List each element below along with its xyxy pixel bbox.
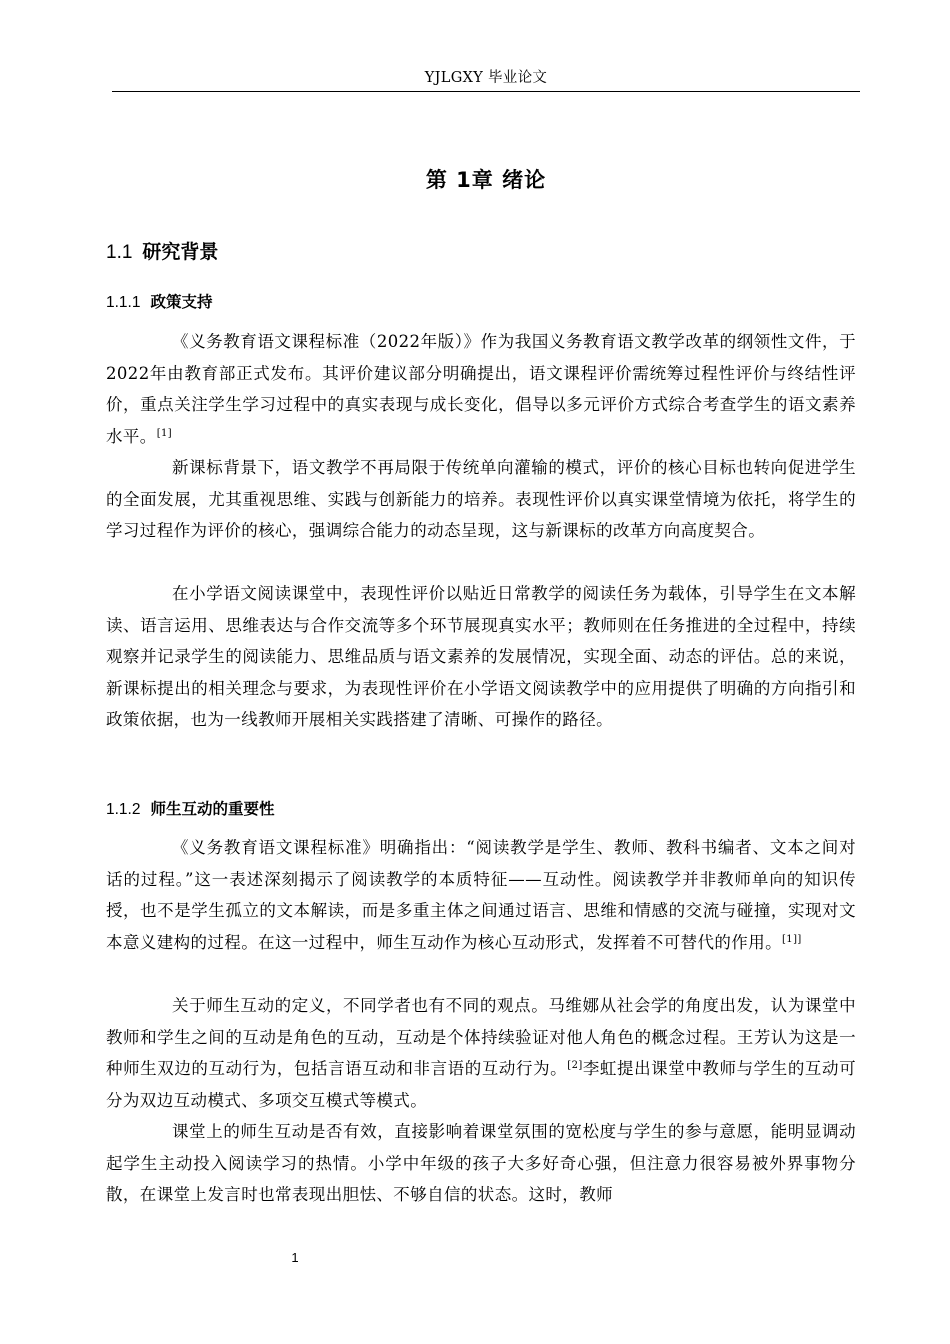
citation: [2] — [567, 1060, 583, 1071]
running-header: YJLGXY 毕业论文 — [424, 70, 548, 86]
citation: [1]] — [782, 933, 802, 945]
paragraph — [106, 578, 856, 736]
header-rule — [112, 91, 860, 92]
page-number: 1 — [291, 1250, 299, 1265]
paragraph — [106, 832, 856, 958]
paragraph-text: 关于师生互动的定义，不同学者也有不同的观点。马维娜从社会学的角度出发，认为课堂中教师和学生之间的互动是角色的互动，互动是个体持续验证对他人角色的概念过程。王芳认为这是一种师生双边的互动行为，包括言语互动和非言语的互动行为。 — [106, 996, 856, 1078]
paragraph-text: 《义务教育语文课程标准（2022年版）》作为我国义务教育语文教学改革的纲领性文件，于2022年由教育部正式发布。其评价建议部分明确提出，语文课程评价需统筹过程性评价与终结性评价，重点关注学生学习过程中的真实表现与成长变化，倡导以多元评价方式综合考查学生的语文素养水平。 — [106, 332, 856, 446]
subsection-title: 政策支持 — [150, 293, 213, 311]
paragraph — [106, 990, 856, 1116]
section-title: 研究背景 — [142, 241, 219, 263]
section-heading — [106, 237, 218, 264]
subsection-heading-1 — [106, 290, 213, 312]
subsection-number: 1.1.1 — [106, 294, 141, 311]
paragraph-text: 《义务教育语文课程标准》明确指出：“阅读教学是学生、教师、教科书编者、文本之间对话的过程。”这一表述深刻揭示了阅读教学的本质特征——互动性。阅读教学并非教师单向的知识传授，也不是学生孤立的文本解读，而是多重主体之间通过语言、思维和情感的交流与碰撞，实现对文本意义建构的过程。在这一过程中，师生互动作为核心互动形式，发挥着不可替代的作用。 — [106, 838, 856, 952]
subsection-number: 1.1.2 — [106, 801, 141, 818]
paragraph — [106, 1116, 856, 1211]
paragraph — [106, 326, 856, 452]
citation: [1] — [156, 427, 173, 439]
chapter-title: 第 1章 绪论 — [425, 168, 547, 192]
subsection-heading-2 — [106, 797, 275, 819]
subsection-title: 师生互动的重要性 — [150, 800, 275, 818]
paragraph — [106, 452, 856, 547]
paragraph-text: 在小学语文阅读课堂中，表现性评价以贴近日常教学的阅读任务为载体，引导学生在文本解读、语言运用、思维表达与合作交流等多个环节展现真实水平；教师则在任务推进的全过程中，持续观察并记录学生的阅读能力、思维品质与语文素养的发展情况，实现全面、动态的评估。总的来说，新课标提出的相关理念与要求，为表现性评价在小学语文阅读教学中的应用提供了明确的方向指引和政策依据，也为一线教师开展相关实践搭建了清晰、可操作的路径。 — [106, 584, 856, 729]
paragraph-text: 李虹提出课堂中教师与学生的互动可分为双边互动模式、多项交互模式等模式。 — [106, 1059, 856, 1110]
paragraph-text: 新课标背景下，语文教学不再局限于传统单向灌输的模式，评价的核心目标也转向促进学生的全面发展，尤其重视思维、实践与创新能力的培养。表现性评价以真实课堂情境为依托，将学生的学习过程作为评价的核心，强调综合能力的动态呈现，这与新课标的改革方向高度契合。 — [106, 458, 856, 540]
section-number: 1.1 — [106, 242, 133, 263]
paragraph-text: 课堂上的师生互动是否有效，直接影响着课堂氛围的宽松度与学生的参与意愿，能明显调动起学生主动投入阅读学习的热情。小学中年级的孩子大多好奇心强，但注意力很容易被外界事物分散，在课堂上发言时也常表现出胆怯、不够自信的状态。这时，教师 — [106, 1122, 856, 1204]
